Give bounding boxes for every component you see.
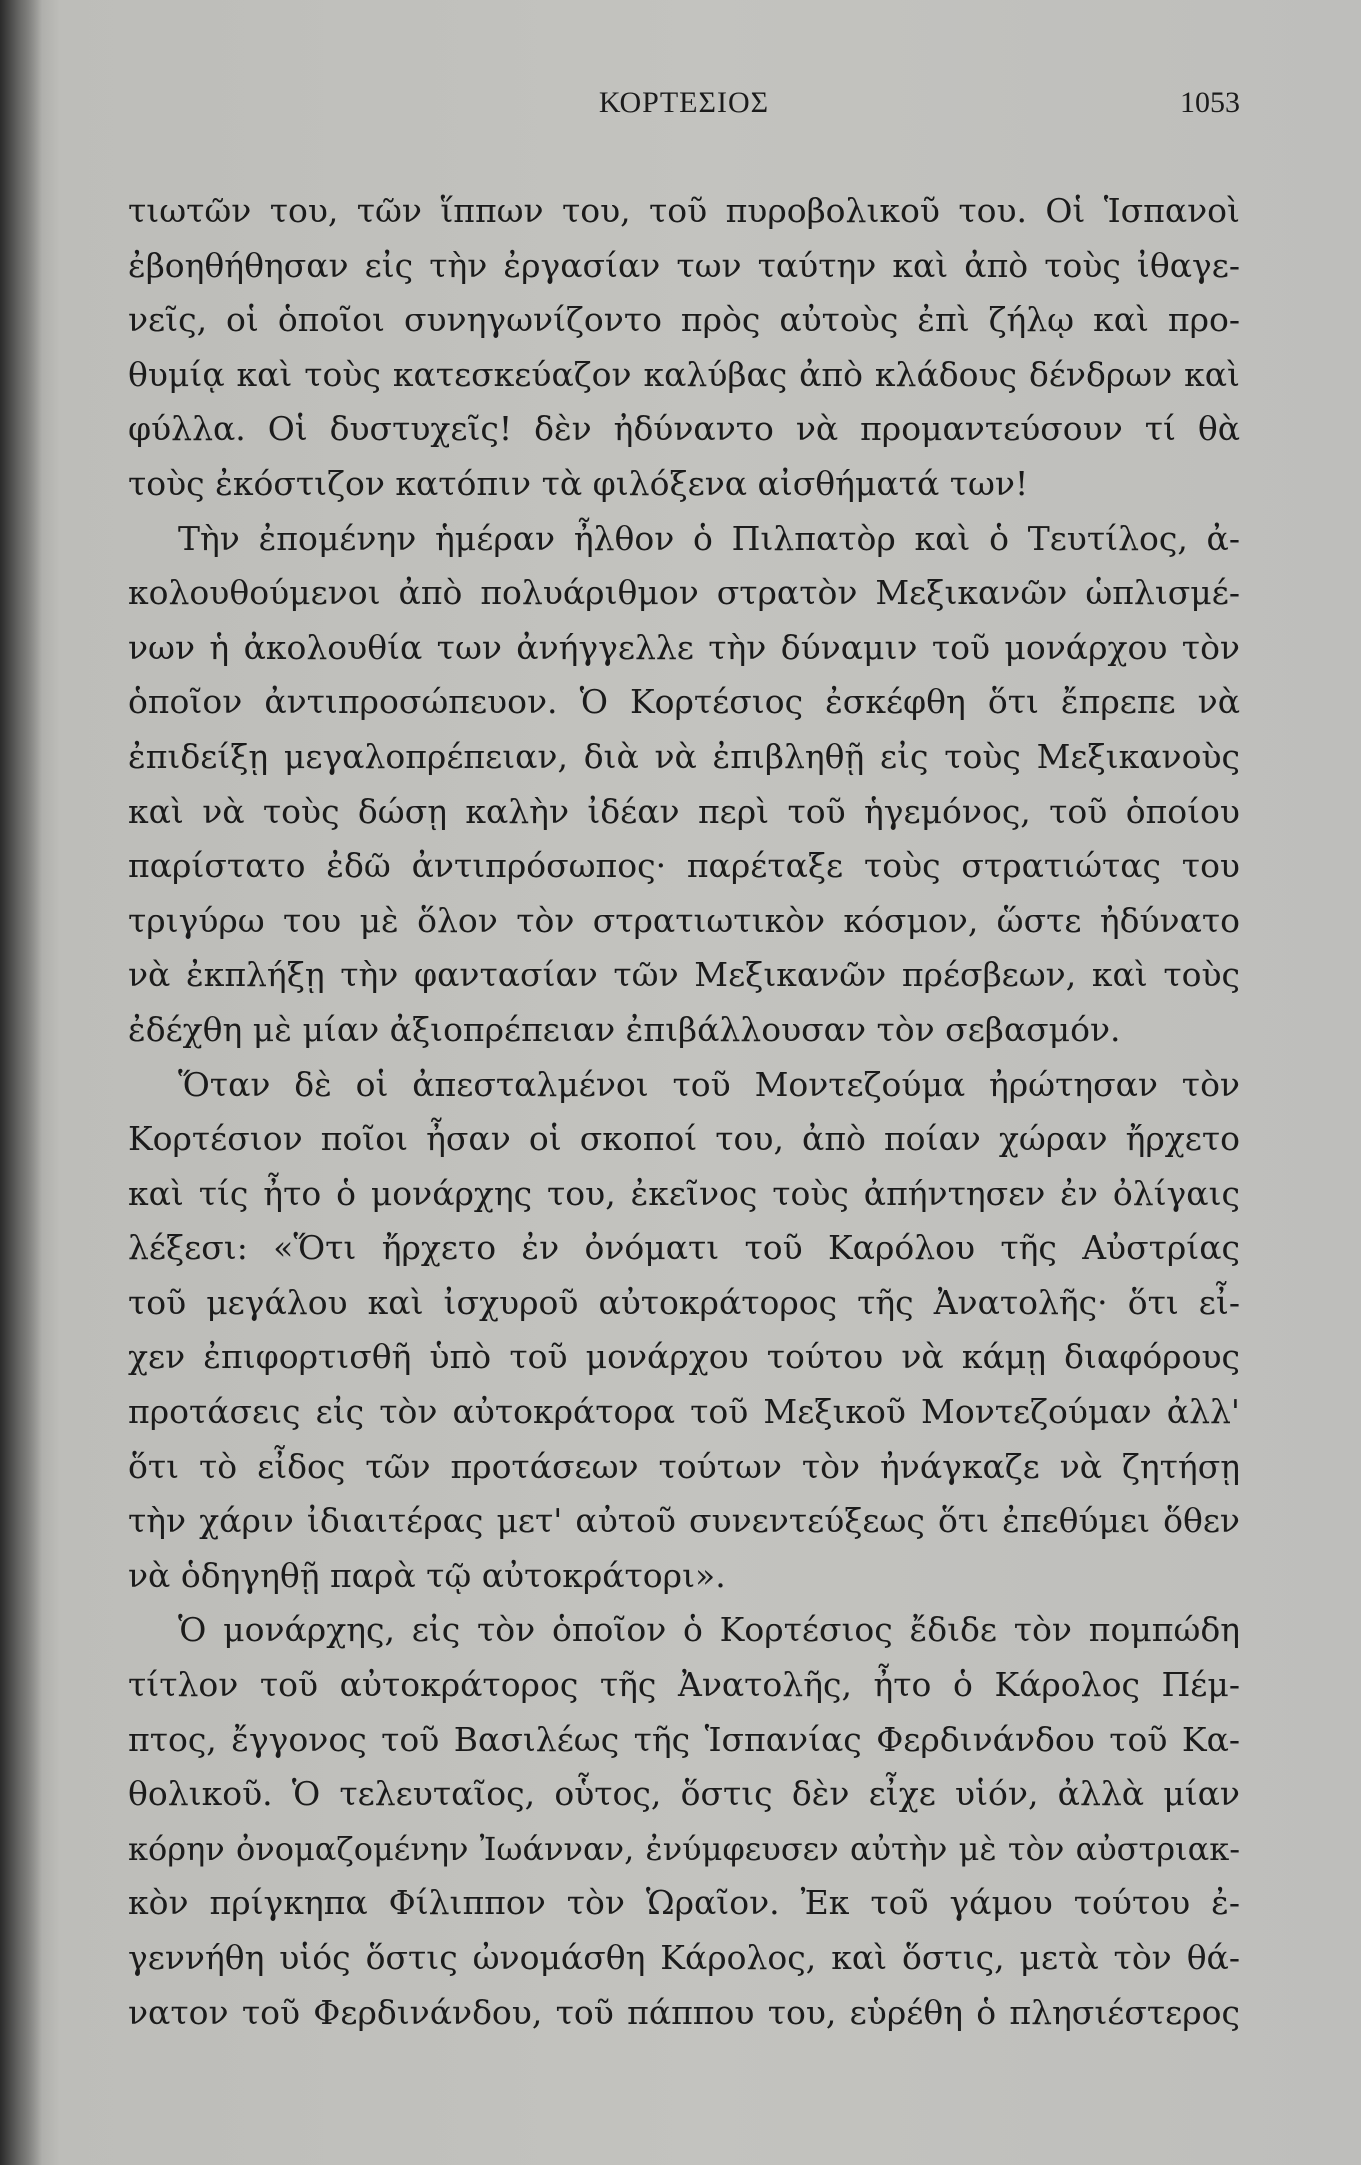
text-line: τίτλον τοῦ αὐτοκράτορος τῆς Ἀνατολῆς, ἦτο ὁ Κάρολος Πέμ- — [128, 1665, 1240, 1705]
text-line: νατον τοῦ Φερδινάνδου, τοῦ πάππου του, εὑρέθη ὁ πλησιέστερος — [128, 1992, 1240, 2032]
book-gutter-shadow — [0, 0, 42, 2165]
text-line: λέξεσι: «Ὅτι ἤρχετο ἐν ὀνόματι τοῦ Καρόλου τῆς Αὐστρίας — [128, 1228, 1240, 1268]
text-line: νεῖς, οἱ ὁποῖοι συνηγωνίζοντο πρὸς αὐτοὺς ἐπὶ ζήλῳ καὶ προ- — [128, 300, 1240, 340]
text-line: παρίστατο ἐδῶ ἀντιπρόσωπος· παρέταξε τοὺς στρατιώτας του — [128, 846, 1240, 886]
text-line: κόρην ὀνομαζομένην Ἰωάνναν, ἐνύμφευσεν αὐτὴν μὲ τὸν αὐστριακ- — [128, 1829, 1240, 1868]
text-line: ἐβοηθήθησαν εἰς τὴν ἐργασίαν των ταύτην καὶ ἀπὸ τοὺς ἰθαγε- — [128, 245, 1240, 285]
text-line: τοῦ μεγάλου καὶ ἰσχυροῦ αὐτοκράτορος τῆς Ἀνατολῆς· ὅτι εἶ- — [128, 1282, 1240, 1322]
text-line: Τὴν ἐπομένην ἡμέραν ἦλθον ὁ Πιλπατὸρ καὶ ὁ Τευτίλος, ἀ- — [178, 518, 1240, 558]
body-text — [128, 184, 1240, 2040]
text-line: ἐπιδείξῃ μεγαλοπρέπειαν, διὰ νὰ ἐπιβληθῇ εἰς τοὺς Μεξικανοὺς — [128, 736, 1240, 776]
text-line: καὶ τίς ἦτο ὁ μονάρχης του, ἐκεῖνος τοὺς ἀπήντησεν ἐν ὀλίγαις — [128, 1173, 1240, 1213]
text-line: καὶ νὰ τοὺς δώσῃ καλὴν ἰδέαν περὶ τοῦ ἡγεμόνος, τοῦ ὁποίου — [128, 791, 1240, 831]
page-header — [128, 80, 1240, 140]
text-line: τριγύρω του μὲ ὅλον τὸν στρατιωτικὸν κόσμον, ὥστε ἠδύνατο — [128, 900, 1240, 940]
text-line: ὁποῖον ἀντιπροσώπευον. Ὁ Κορτέσιος ἐσκέφθη ὅτι ἔπρεπε νὰ — [128, 682, 1240, 722]
text-line: προτάσεις εἰς τὸν αὐτοκράτορα τοῦ Μεξικοῦ Μοντεζούμαν ἀλλ' — [128, 1392, 1240, 1432]
text-line: ὅτι τὸ εἶδος τῶν προτάσεων τούτων τὸν ἠνάγκαζε νὰ ζητήσῃ — [128, 1446, 1240, 1486]
running-head: ΚΟΡΤΕΣΙΟΣ — [598, 86, 770, 119]
text-line: Ὅταν δὲ οἱ ἀπεσταλμένοι τοῦ Μοντεζούμα ἠρώτησαν τὸν — [178, 1064, 1240, 1104]
text-line: νὰ ἐκπλήξῃ τὴν φαντασίαν τῶν Μεξικανῶν πρέσβεων, καὶ τοὺς — [128, 955, 1240, 995]
text-line: Κορτέσιον ποῖοι ἦσαν οἱ σκοποί του, ἀπὸ ποίαν χώραν ἤρχετο — [128, 1119, 1240, 1159]
text-line: χεν ἐπιφορτισθῆ ὑπὸ τοῦ μονάρχου τούτου νὰ κάμῃ διαφόρους — [128, 1337, 1240, 1377]
book-page — [128, 80, 1240, 2120]
text-line: τοὺς ἐκόστιζον κατόπιν τὰ φιλόξενα αἰσθήματά των! — [128, 463, 1029, 503]
page-number: 1053 — [1180, 86, 1240, 119]
text-line: θυμίᾳ καὶ τοὺς κατεσκεύαζον καλύβας ἀπὸ κλάδους δένδρων καὶ — [128, 354, 1240, 394]
text-line: τὴν χάριν ἰδιαιτέρας μετ' αὐτοῦ συνεντεύξεως ὅτι ἐπεθύμει ὅθεν — [128, 1501, 1240, 1541]
text-line: νὰ ὁδηγηθῇ παρὰ τῷ αὐτοκράτορι». — [128, 1555, 726, 1595]
text-line: κολουθούμενοι ἀπὸ πολυάριθμον στρατὸν Μεξικανῶν ὡπλισμέ- — [128, 573, 1240, 613]
text-line: νων ἡ ἀκολουθία των ἀνήγγελλε τὴν δύναμιν τοῦ μονάρχου τὸν — [128, 627, 1240, 667]
text-line: φύλλα. Οἱ δυστυχεῖς! δὲν ἠδύναντο νὰ προμαντεύσουν τί θὰ — [128, 409, 1240, 449]
text-line: κὸν πρίγκηπα Φίλιππον τὸν Ὡραῖον. Ἐκ τοῦ γάμου τούτου ἐ- — [128, 1883, 1240, 1923]
text-line: πτος, ἔγγονος τοῦ Βασιλέως τῆς Ἱσπανίας Φερδινάνδου τοῦ Κα- — [128, 1719, 1240, 1759]
text-line: ἐδέχθη μὲ μίαν ἀξιοπρέπειαν ἐπιβάλλουσαν τὸν σεβασμόν. — [128, 1009, 1121, 1049]
text-line: τιωτῶν του, τῶν ἵππων του, τοῦ πυροβολικοῦ του. Οἱ Ἱσπανοὶ — [128, 191, 1240, 230]
text-line: γεννήθη υἱός ὅστις ὠνομάσθη Κάρολος, καὶ ὅστις, μετὰ τὸν θά- — [128, 1938, 1240, 1977]
text-line: Ὁ μονάρχης, εἰς τὸν ὁποῖον ὁ Κορτέσιος ἔδιδε τὸν πομπώδη — [178, 1610, 1240, 1650]
text-line: θολικοῦ. Ὁ τελευταῖος, οὗτος, ὅστις δὲν εἶχε υἱόν, ἀλλὰ μίαν — [128, 1774, 1240, 1814]
